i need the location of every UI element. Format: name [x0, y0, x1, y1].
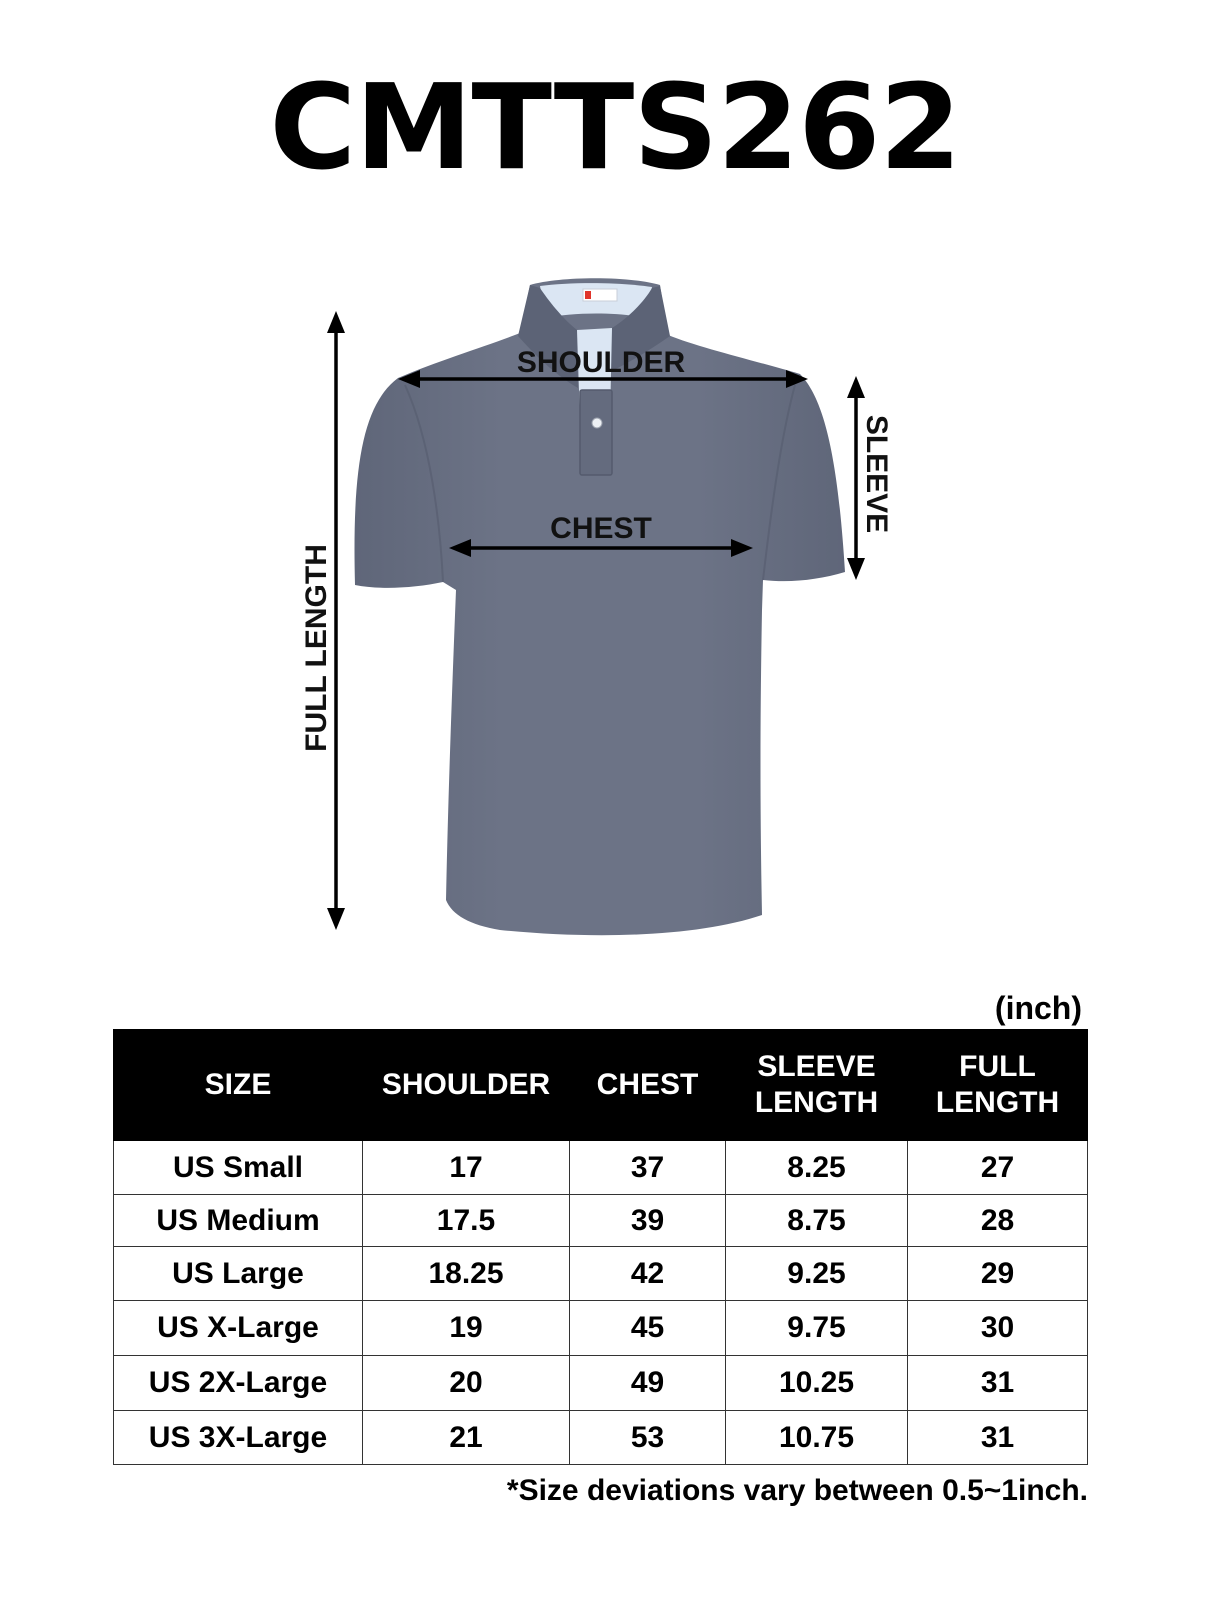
- size-cell: US Small: [114, 1141, 363, 1195]
- shirt-placket: [580, 390, 612, 475]
- table-row: [114, 1195, 1088, 1247]
- full-length-cell: 29: [908, 1247, 1088, 1301]
- product-code-title: CMTTS262: [269, 58, 961, 196]
- shoulder-cell: 17.5: [363, 1195, 570, 1247]
- sleeve-length-cell: 10.75: [726, 1411, 908, 1465]
- chest-cell: 42: [570, 1247, 726, 1301]
- chest-cell: 49: [570, 1356, 726, 1411]
- header-chest: CHEST: [570, 1030, 726, 1141]
- full-length-cell: 28: [908, 1195, 1088, 1247]
- size-deviation-note: *Size deviations vary between 0.5~1inch.: [506, 1474, 1088, 1507]
- full-length-label: FULL LENGTH: [300, 544, 333, 752]
- sleeve-length-cell: 9.25: [726, 1247, 908, 1301]
- size-cell: US Medium: [114, 1195, 363, 1247]
- table-row: [114, 1247, 1088, 1301]
- full-length-cell: 27: [908, 1141, 1088, 1195]
- sleeve-length-cell: 10.25: [726, 1356, 908, 1411]
- chest-cell: 37: [570, 1141, 726, 1195]
- shoulder-cell: 20: [363, 1356, 570, 1411]
- size-cell: US X-Large: [114, 1301, 363, 1356]
- sleeve-length-cell: 8.25: [726, 1141, 908, 1195]
- chest-cell: 39: [570, 1195, 726, 1247]
- table-row: [114, 1356, 1088, 1411]
- size-chart-table: [113, 1029, 1088, 1465]
- size-cell: US 3X-Large: [114, 1411, 363, 1465]
- table-row: [114, 1411, 1088, 1465]
- sleeve-length-cell: 8.75: [726, 1195, 908, 1247]
- header-size: SIZE: [114, 1030, 363, 1141]
- shoulder-cell: 21: [363, 1411, 570, 1465]
- chest-cell: 53: [570, 1411, 726, 1465]
- header-sleeve-length: SLEEVE LENGTH: [726, 1030, 908, 1141]
- full-length-cell: 30: [908, 1301, 1088, 1356]
- shoulder-label: SHOULDER: [516, 346, 686, 379]
- sleeve-length-cell: 9.75: [726, 1301, 908, 1356]
- table-row: [114, 1141, 1088, 1195]
- full-length-cell: 31: [908, 1356, 1088, 1411]
- header-shoulder: SHOULDER: [363, 1030, 570, 1141]
- sleeve-label: SLEEVE: [860, 414, 893, 534]
- header-full-length: FULL LENGTH: [908, 1030, 1088, 1141]
- size-cell: US 2X-Large: [114, 1356, 363, 1411]
- button: [592, 418, 602, 428]
- chest-cell: 45: [570, 1301, 726, 1356]
- full-length-cell: 31: [908, 1411, 1088, 1465]
- table-header-row: [114, 1030, 1088, 1141]
- size-cell: US Large: [114, 1247, 363, 1301]
- chest-label: CHEST: [550, 512, 652, 545]
- shoulder-cell: 19: [363, 1301, 570, 1356]
- table-row: [114, 1301, 1088, 1356]
- shoulder-cell: 17: [363, 1141, 570, 1195]
- shoulder-cell: 18.25: [363, 1247, 570, 1301]
- unit-label: (inch): [994, 990, 1082, 1026]
